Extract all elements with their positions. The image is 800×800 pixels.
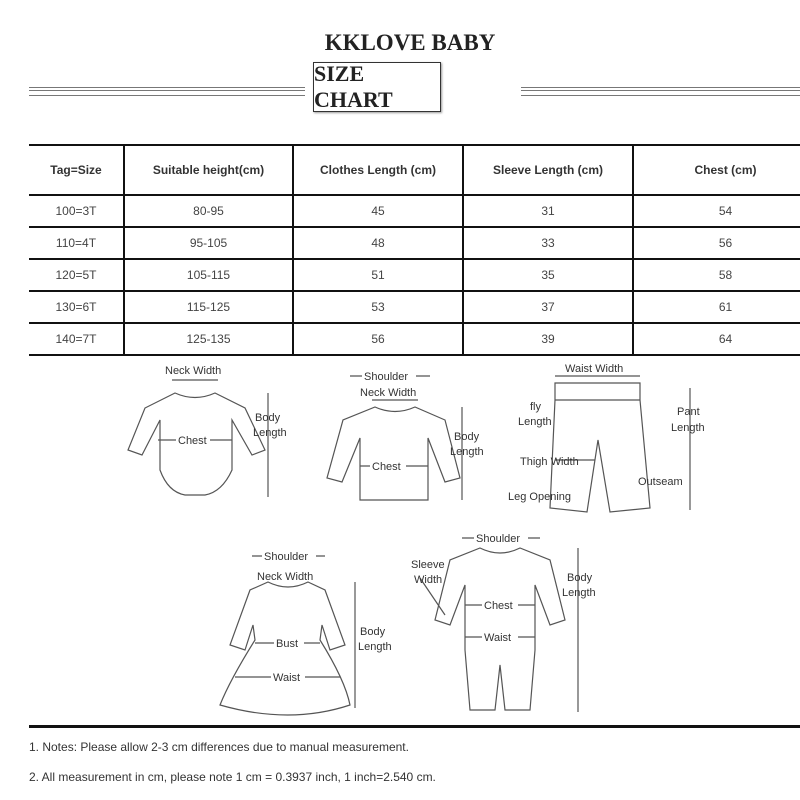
tshirt-diagram xyxy=(327,369,484,500)
label-chest: Chest xyxy=(178,435,207,447)
cell: 80-95 xyxy=(124,195,293,227)
cell: 64 xyxy=(633,323,800,355)
table-header-row xyxy=(29,145,800,195)
label-neck-width: Neck Width xyxy=(257,571,314,583)
label-fly: fly xyxy=(530,401,541,413)
cell: 115-125 xyxy=(124,291,293,323)
decorative-rule-left xyxy=(29,87,305,96)
cell: 56 xyxy=(633,227,800,259)
label-body: Body xyxy=(255,412,281,424)
cell: 39 xyxy=(463,323,633,355)
label-shoulder: Shoulder xyxy=(264,551,309,563)
label-length: Length xyxy=(358,641,392,653)
divider xyxy=(29,725,800,728)
cell: 53 xyxy=(293,291,463,323)
table-row xyxy=(29,323,800,355)
header-sleeve-length: Sleeve Length (cm) xyxy=(463,145,633,195)
decorative-rule-right xyxy=(521,87,800,96)
table-row xyxy=(29,259,800,291)
cell: 58 xyxy=(633,259,800,291)
cell: 31 xyxy=(463,195,633,227)
label-waist: Waist xyxy=(273,672,301,684)
label-leg-opening: Leg Opening xyxy=(508,491,571,503)
note-2: 2. All measurement in cm, please note 1 cm = 0.3937 inch, 1 inch=2.540 cm. xyxy=(29,770,436,784)
label-length: Length xyxy=(450,446,484,458)
label-sleeve-width: Width xyxy=(414,574,443,586)
table-row xyxy=(29,195,800,227)
measurement-diagrams xyxy=(0,356,800,722)
header-chest: Chest (cm) xyxy=(633,145,800,195)
label-body: Body xyxy=(360,626,386,638)
cell: 37 xyxy=(463,291,633,323)
label-pant: Pant xyxy=(677,406,700,418)
header-clothes-length: Clothes Length (cm) xyxy=(293,145,463,195)
dress-diagram xyxy=(220,549,392,715)
cell: 45 xyxy=(293,195,463,227)
label-chest: Chest xyxy=(484,600,513,612)
cell: 54 xyxy=(633,195,800,227)
cell: 61 xyxy=(633,291,800,323)
brand-title: KKLOVE BABY xyxy=(324,30,496,55)
cell: 56 xyxy=(293,323,463,355)
label-body: Body xyxy=(454,431,480,443)
label-length: Length xyxy=(562,587,596,599)
label-shoulder: Shoulder xyxy=(364,371,409,383)
cell: 100=3T xyxy=(29,195,124,227)
cell: 33 xyxy=(463,227,633,259)
cell: 51 xyxy=(293,259,463,291)
cell: 35 xyxy=(463,259,633,291)
romper-diagram xyxy=(411,531,596,712)
table-row xyxy=(29,291,800,323)
size-table xyxy=(29,144,800,356)
label-neck-width: Neck Width xyxy=(165,365,222,377)
label-sleeve: Sleeve xyxy=(411,559,445,571)
label-bust: Bust xyxy=(276,638,299,650)
cell: 130=6T xyxy=(29,291,124,323)
label-length: Length xyxy=(253,427,287,439)
label-neck-width: Neck Width xyxy=(360,387,417,399)
cell: 125-135 xyxy=(124,323,293,355)
note-1: 1. Notes: Please allow 2-3 cm differences due to manual measurement. xyxy=(29,740,409,754)
label-fly-length: Length xyxy=(518,416,552,428)
label-waist-width: Waist Width xyxy=(565,363,624,375)
cell: 95-105 xyxy=(124,227,293,259)
label-outseam: Outseam xyxy=(638,476,683,488)
cell: 105-115 xyxy=(124,259,293,291)
size-chart-title: SIZE CHART xyxy=(313,62,441,112)
label-shoulder: Shoulder xyxy=(476,533,521,545)
bodysuit-diagram xyxy=(128,365,287,497)
label-body: Body xyxy=(567,572,593,584)
cell: 120=5T xyxy=(29,259,124,291)
table-row xyxy=(29,227,800,259)
label-thigh-width: Thigh Width xyxy=(520,456,579,468)
header-tag-size: Tag=Size xyxy=(29,145,124,195)
cell: 140=7T xyxy=(29,323,124,355)
label-waist: Waist xyxy=(484,632,512,644)
header-height: Suitable height(cm) xyxy=(124,145,293,195)
cell: 48 xyxy=(293,227,463,259)
label-chest: Chest xyxy=(372,461,401,473)
cell: 110=4T xyxy=(29,227,124,259)
label-pant-length: Length xyxy=(671,422,705,434)
pants-diagram xyxy=(508,363,705,512)
